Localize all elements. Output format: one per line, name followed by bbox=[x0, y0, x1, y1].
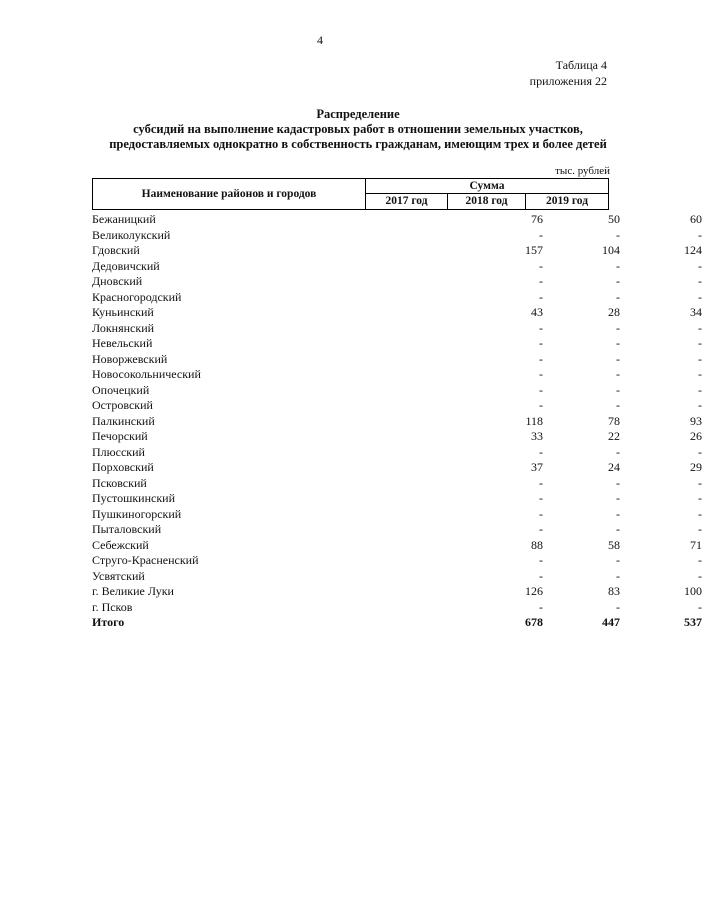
value-2018: 58 bbox=[608, 537, 620, 552]
table-row bbox=[92, 460, 702, 476]
page-number: 4 bbox=[317, 33, 323, 47]
row-name: Дновский bbox=[92, 274, 143, 288]
row-name: Пушкиногорский bbox=[92, 506, 182, 521]
table-row bbox=[92, 584, 702, 600]
row-name: Великолукский bbox=[92, 227, 171, 242]
table-row bbox=[92, 382, 702, 399]
value-2019: - bbox=[698, 367, 702, 381]
value-2017: - bbox=[539, 351, 543, 366]
row-name: Печорский bbox=[92, 429, 148, 443]
value-2018: - bbox=[616, 506, 620, 521]
value-2018: - bbox=[616, 491, 620, 505]
value-2018: - bbox=[616, 367, 620, 381]
header-year-2018: 2018 год bbox=[448, 194, 526, 209]
value-2019: - bbox=[698, 289, 702, 304]
table-row bbox=[92, 475, 702, 492]
value-2017: - bbox=[539, 382, 543, 397]
table-body bbox=[92, 212, 702, 631]
value-2018: - bbox=[616, 320, 620, 335]
row-name: Новосокольнический bbox=[92, 367, 201, 381]
value-2017: - bbox=[539, 553, 543, 567]
table-row bbox=[92, 491, 702, 507]
document-title: Распределение bbox=[316, 107, 400, 121]
row-name: Невельский bbox=[92, 336, 153, 350]
row-name: Куньинский bbox=[92, 305, 154, 319]
value-2019: 29 bbox=[690, 460, 702, 474]
row-name: Гдовский bbox=[92, 243, 140, 257]
value-2017: 678 bbox=[525, 615, 543, 629]
value-2018: - bbox=[616, 351, 620, 366]
unit-label: тыс. рублей bbox=[555, 165, 610, 177]
table-row bbox=[92, 227, 702, 244]
table-row bbox=[92, 243, 702, 259]
value-2017: - bbox=[539, 568, 543, 583]
value-2019: - bbox=[698, 351, 702, 366]
value-2019: - bbox=[698, 553, 702, 567]
value-2019: - bbox=[698, 444, 702, 459]
value-2018: 24 bbox=[608, 460, 620, 474]
value-2019: 34 bbox=[690, 305, 702, 319]
value-2018: - bbox=[616, 522, 620, 536]
value-2018: 78 bbox=[608, 413, 620, 428]
header-year-2017: 2017 год bbox=[366, 194, 448, 209]
value-2017: - bbox=[539, 506, 543, 521]
value-2018: - bbox=[616, 475, 620, 490]
row-name: Локнянский bbox=[92, 320, 155, 335]
header-year-2019: 2019 год bbox=[545, 195, 589, 207]
value-2019: 100 bbox=[684, 584, 702, 598]
value-2019: 93 bbox=[690, 413, 702, 428]
value-2017: - bbox=[539, 320, 543, 335]
row-name: Новоржевский bbox=[92, 351, 168, 366]
value-2019: 60 bbox=[690, 212, 702, 226]
value-2017: 118 bbox=[525, 413, 543, 428]
value-2017: - bbox=[539, 367, 543, 381]
value-2019: - bbox=[698, 258, 702, 273]
total-row bbox=[92, 615, 702, 631]
value-2017: - bbox=[539, 258, 543, 273]
value-2017: 37 bbox=[531, 460, 543, 474]
row-name: Островский bbox=[92, 398, 153, 412]
row-name: Псковский bbox=[92, 475, 147, 490]
appendix-reference: приложения 22 bbox=[529, 74, 607, 88]
value-2018: 104 bbox=[602, 243, 620, 257]
row-name: Итого bbox=[92, 615, 125, 629]
value-2017: - bbox=[539, 475, 543, 490]
value-2019: - bbox=[698, 320, 702, 335]
value-2019: - bbox=[698, 227, 702, 242]
row-name: г. Псков bbox=[92, 599, 133, 614]
value-2017: 43 bbox=[531, 305, 543, 319]
table-row bbox=[92, 444, 702, 461]
value-2018: - bbox=[616, 274, 620, 288]
table-row bbox=[92, 305, 702, 321]
document-subtitle-line-2: предоставляемых однократно в собственность гражданам, имеющим трех и более детей bbox=[109, 137, 607, 151]
value-2019: - bbox=[698, 336, 702, 350]
value-2018: 447 bbox=[602, 615, 620, 629]
row-name: Дедовичский bbox=[92, 258, 160, 273]
value-2017: - bbox=[539, 274, 543, 288]
value-2019: 124 bbox=[684, 243, 702, 257]
table-row bbox=[92, 351, 702, 368]
value-2017: 126 bbox=[525, 584, 543, 598]
table-row bbox=[92, 522, 702, 538]
table-row bbox=[92, 599, 702, 616]
value-2018: - bbox=[616, 336, 620, 350]
value-2017: - bbox=[539, 398, 543, 412]
row-name: Порховский bbox=[92, 460, 154, 474]
row-name: Себежский bbox=[92, 537, 149, 552]
value-2017: - bbox=[539, 599, 543, 614]
value-2019: - bbox=[698, 475, 702, 490]
table-row bbox=[92, 258, 702, 275]
value-2019: 71 bbox=[690, 537, 702, 552]
value-2019: 26 bbox=[690, 429, 702, 443]
value-2019: - bbox=[698, 274, 702, 288]
value-2019: - bbox=[698, 398, 702, 412]
value-2018: 28 bbox=[608, 305, 620, 319]
table-header bbox=[92, 178, 609, 210]
header-sum-column: Сумма bbox=[366, 179, 608, 194]
value-2017: - bbox=[539, 522, 543, 536]
value-2019: - bbox=[698, 506, 702, 521]
row-name: Бежаницкий bbox=[92, 212, 156, 226]
table-row bbox=[92, 289, 702, 306]
value-2017: - bbox=[539, 336, 543, 350]
value-2017: 157 bbox=[525, 243, 543, 257]
value-2017: 76 bbox=[531, 212, 543, 226]
value-2019: - bbox=[698, 599, 702, 614]
table-row bbox=[92, 553, 702, 569]
value-2018: - bbox=[616, 227, 620, 242]
table-row bbox=[92, 506, 702, 523]
value-2018: 83 bbox=[608, 584, 620, 598]
value-2018: - bbox=[616, 568, 620, 583]
value-2018: - bbox=[616, 444, 620, 459]
value-2019: - bbox=[698, 491, 702, 505]
value-2017: 33 bbox=[531, 429, 543, 443]
value-2019: - bbox=[698, 382, 702, 397]
row-name: Опочецкий bbox=[92, 382, 150, 397]
row-name: Пыталовский bbox=[92, 522, 162, 536]
value-2019: - bbox=[698, 522, 702, 536]
value-2018: - bbox=[616, 258, 620, 273]
row-name: Плюсский bbox=[92, 444, 145, 459]
table-reference: Таблица 4 bbox=[555, 58, 607, 72]
row-name: Пустошкинский bbox=[92, 491, 175, 505]
table-row bbox=[92, 537, 702, 554]
value-2018: - bbox=[616, 398, 620, 412]
value-2018: - bbox=[616, 289, 620, 304]
value-2017: - bbox=[539, 227, 543, 242]
row-name: Красногородский bbox=[92, 289, 182, 304]
header-name-column: Наименование районов и городов bbox=[93, 179, 366, 209]
value-2019: - bbox=[698, 568, 702, 583]
row-name: Палкинский bbox=[92, 413, 155, 428]
value-2017: 88 bbox=[531, 537, 543, 552]
table-row bbox=[92, 320, 702, 337]
table-row bbox=[92, 429, 702, 445]
table-row bbox=[92, 398, 702, 414]
table-row bbox=[92, 413, 702, 430]
value-2018: - bbox=[616, 553, 620, 567]
row-name: Усвятский bbox=[92, 568, 145, 583]
table-row bbox=[92, 212, 702, 228]
value-2017: - bbox=[539, 444, 543, 459]
value-2018: - bbox=[616, 599, 620, 614]
value-2017: - bbox=[539, 289, 543, 304]
document-subtitle-line-1: субсидий на выполнение кадастровых работ в отношении земельных участков, bbox=[133, 122, 583, 136]
table-row bbox=[92, 568, 702, 585]
row-name: Струго-Красненский bbox=[92, 553, 199, 567]
value-2018: 50 bbox=[608, 212, 620, 226]
table-row bbox=[92, 367, 702, 383]
row-name: г. Великие Луки bbox=[92, 584, 174, 598]
table-row bbox=[92, 274, 702, 290]
value-2018: - bbox=[616, 382, 620, 397]
table-row bbox=[92, 336, 702, 352]
value-2019: 537 bbox=[684, 615, 702, 629]
value-2017: - bbox=[539, 491, 543, 505]
value-2018: 22 bbox=[608, 429, 620, 443]
